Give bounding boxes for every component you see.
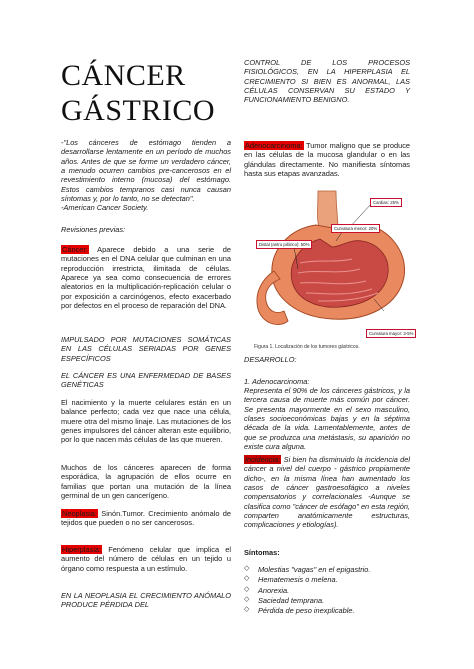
diamond-bullet-icon: ◇ (244, 565, 250, 572)
incidencia-block (244, 455, 410, 530)
neoplasia-vs-hiperplasia-start: EN LA NEOPLASIA EL CRECIMIENTO ANÓMALO PRODUCE PÉRDIDA DEL (61, 591, 231, 610)
title-line-2: GÁSTRICO (61, 94, 216, 128)
adenocarcinoma-definition (244, 141, 410, 178)
list-item: ◇ Saciedad temprana. (244, 595, 325, 605)
label-curvatura-menor: Curvatura menor: 20% (331, 224, 380, 233)
hiperplasia-definition (61, 545, 231, 573)
adenocarcinoma-term: Adenocarcinoma: (245, 141, 303, 150)
adenocarcinoma-number: 1. Adenocarcinoma: (244, 377, 310, 386)
quote-block (61, 138, 231, 213)
hiperplasia-def: Fenómeno celular que implica el aumento del número de células en un tejido u órgano como respuesta a un estímulo. (61, 545, 231, 573)
adenocarcinoma-def: Tumor maligno que se produce en las células de la mucosa glandular o en las glándulas directamente. No manifiesta síntomas hasta sus etapas avanzadas. (244, 141, 410, 178)
quote-text: -"Los cánceres de estómago tienden a desarrollarse lentamente en un período de muchos años. Antes de que se forme un verdadero cáncer, a menudo ocurren cambios pre-cancerosos en el revestimiento interno (mucosa) del estómago. Estos cambios tempranos casi nunca causan síntomas y, por lo tanto, no se detectan". (61, 138, 231, 203)
impulsado-note: IMPULSADO POR MUTACIONES SOMÁTICAS EN LAS CÉLULAS SERIADAS POR GENES ESPECÍFICOS (61, 335, 231, 363)
diamond-bullet-icon: ◇ (244, 575, 250, 583)
revisiones-heading: Revisiones previas: (61, 225, 126, 234)
list-item: ◇ Hematemesis o melena. (244, 575, 338, 585)
list-item: ◇ Pérdida de peso inexplicable. (244, 606, 355, 616)
incidencia-def: Si bien ha disminuido la incidencia del cáncer a nivel del cuerpo - gástrico propiamente dicho-, en la misma línea han aumentado los casos de cáncer gastroesofágico a niveles compensatorios y correlacionales -Aunque se clasifica como "cáncer de esófago" en esta región, comparten anatómicamente estructuras, complicaciones y etiologías). (244, 455, 410, 530)
figure-caption: Figura 1. Localización de los tumores gástricos. (254, 344, 360, 350)
desarrollo-heading: DESARROLLO: (244, 355, 297, 364)
quote-source: -American Cancer Society. (61, 203, 149, 213)
diamond-bullet-icon: ◇ (244, 606, 250, 614)
hiperplasia-term: Hiperplasia: (62, 545, 102, 554)
diamond-bullet-icon: ◇ (244, 595, 250, 603)
incidencia-term: Incidencia: (245, 455, 281, 464)
neoplasia-definition (61, 509, 231, 528)
cancer-term: Cáncer: (62, 245, 88, 254)
label-distal: Distal (antro pilórico): 50% (256, 240, 312, 249)
neoplasia-term: Neoplasia: (62, 509, 97, 518)
cancer-definition (61, 245, 231, 310)
label-curvatura-mayor: Curvatura mayor: 3-5% (366, 329, 416, 338)
document-title (61, 58, 215, 128)
list-item: ◇ Anorexia. (244, 585, 290, 595)
symptoms-list (244, 565, 410, 617)
adenocarcinoma-stats: Representa el 90% de los cánceres gástricos, y la tercera causa de muerte más común por cáncer. Se presenta mayormente en el sexo masculino, clases socioeconómicas bajas y en la séptima década de la vida. Lamentablemente, antes de que se produzca una metástasis, su aparición no existe cura alguna. (244, 386, 410, 451)
muchos-paragraph: Muchos de los cánceres aparecen de forma esporádica, la agrupación de ellos ocurre en familias que portan una mutación de la línea germinal de un gen cancerígeno. (61, 463, 231, 500)
stomach-figure (248, 189, 418, 337)
cancer-def: Aparece debido a una serie de mutaciones en el DNA celular que culminan en una reproducción irrestricta, ilimitada de células. Aparece ya sea como consecuencia de errores aleatorios en la multiplicación-replicación celular o por exposición a carcinógenos, efecto exacerbado por defectos en el proceso de reparación del DNA. (61, 245, 231, 310)
title-line-1: CÁNCER (61, 59, 186, 92)
neoplasia-def: Sinón.Tumor. Crecimiento anómalo de tejidos que pueden o no ser cancerosos. (61, 509, 231, 528)
label-cardias: Cardias: 25% (370, 198, 402, 207)
nacimiento-paragraph: El nacimiento y la muerte celulares están en un balance perfecto; cada vez que nace una célula, muere otra del mismo linaje. Las mutaciones de los genes impulsores del cáncer alteran este equilibrio, por lo que nacen más células de las que mueren. (61, 398, 231, 445)
enfermedad-note: EL CÁNCER ES UNA ENFERMEDAD DE BASES GENÉTICAS (61, 371, 231, 390)
diamond-bullet-icon: ◇ (244, 585, 250, 593)
list-item: ◇ Molestias "vagas" en el epigastrio. (244, 565, 371, 574)
sintomas-heading: Síntomas: (244, 548, 280, 557)
control-note: CONTROL DE LOS PROCESOS FISIOLÓGICOS, EN LA HIPERPLASIA EL CRECIMIENTO SI BIEN ES ANORMAL, LAS CÉLULAS CONSERVAN SU ESTADO Y FUNCIONAMIENTO BENIGNO. (244, 58, 410, 105)
